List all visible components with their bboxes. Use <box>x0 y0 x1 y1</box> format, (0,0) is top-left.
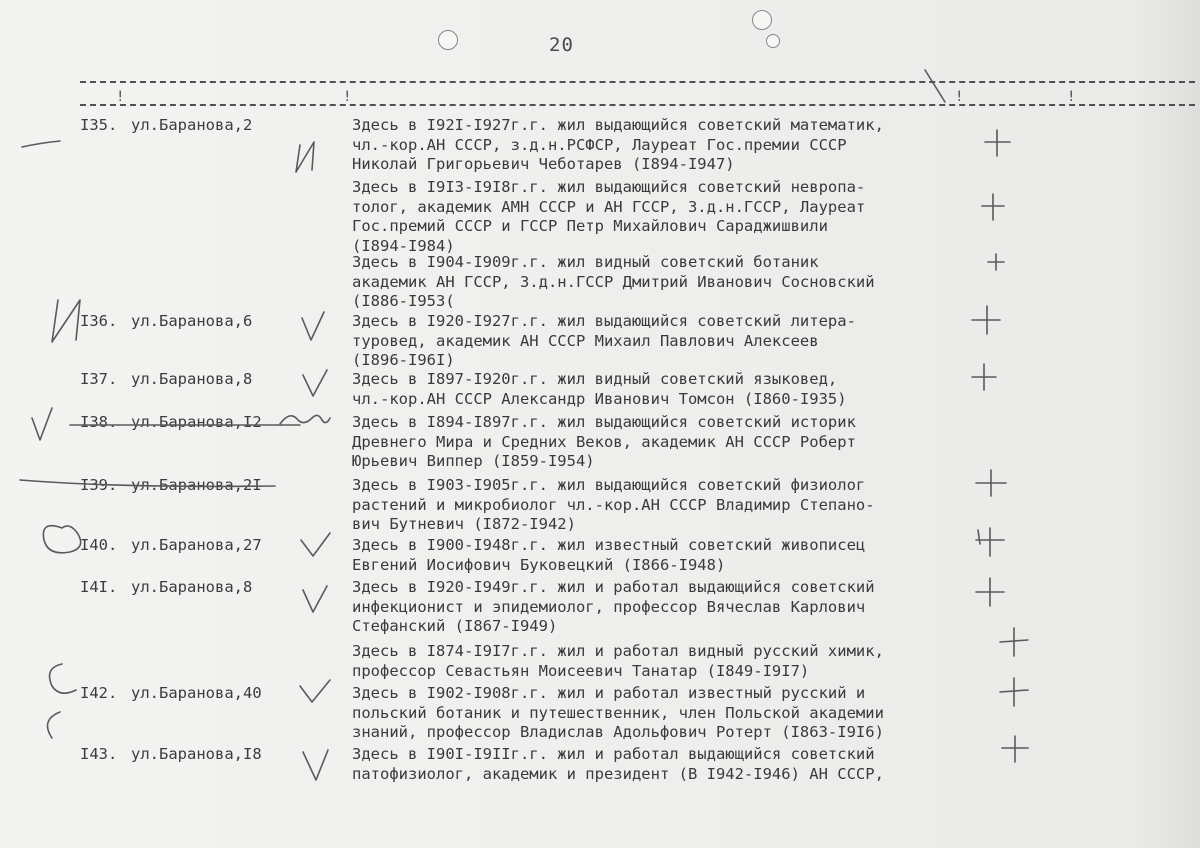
entry-number: I36. <box>80 312 118 330</box>
checkmark-icon <box>302 312 324 340</box>
plus-mark <box>976 578 1004 606</box>
checkmark-icon <box>303 750 328 780</box>
entry-text: Здесь в I902-I908г.г. жил и работал известный русский и польский ботаник и путешественник, член Польской академии знаний, профессор Владислав Адольфович Ротерт (I863-I9I6) <box>352 684 884 741</box>
dash-mark <box>22 141 60 147</box>
entry-text: Здесь в I897-I920г.г. жил видный советский языковед, чл.-кор.АН СССР Александр Иванович Томсон (I860-I935) <box>352 370 847 408</box>
plus-mark <box>985 130 1010 156</box>
entry-number: I35. <box>80 116 118 134</box>
scribble-mark <box>280 415 330 424</box>
plus-mark <box>1000 628 1028 656</box>
entry-text: Здесь в I9I3-I9I8г.г. жил выдающийся советский невропа- толог, академик АМН СССР и АН ГССР, З.д.н.ГССР, Лауреат Гос.премий СССР и ГССР Петр Михайлович Сараджишвили (I894-I984) <box>352 178 866 255</box>
plus-mark <box>1000 678 1028 706</box>
plus-mark <box>972 306 1000 334</box>
loop-mark <box>43 526 80 553</box>
entry-address: ул.Баранова,2 <box>131 116 253 134</box>
checkmark-icon <box>300 680 330 702</box>
entry-text: Здесь в I874-I9I7г.г. жил и работал видный русский химик, профессор Севастьян Моисеевич Танатар (I849-I9I7) <box>352 642 884 680</box>
loop-mark <box>48 712 61 738</box>
checkmark-icon <box>303 586 327 612</box>
page-number: 20 <box>549 34 574 56</box>
letter-mark <box>296 142 314 172</box>
entry-number: I43. <box>80 745 118 763</box>
checkmark-icon <box>32 408 52 440</box>
entry-text: Здесь в I90I-I9IIг.г. жил и работал выдающийся советский патофизиолог, академик и президент (В I942-I946) АН СССР, <box>352 745 884 783</box>
entry-number: I42. <box>80 684 118 702</box>
entry-number: I39. <box>80 476 118 494</box>
entry-number: I38. <box>80 413 118 431</box>
entry-text: Здесь в I903-I905г.г. жил выдающийся советский физиолог растений и микробиолог чл.-кор.АН СССР Владимир Степано- вич Бутневич (I872-I942) <box>352 476 875 533</box>
entry-address: ул.Баранова,I8 <box>131 745 262 763</box>
entry-address: ул.Баранова,8 <box>131 370 253 388</box>
entry-address: ул.Баранова,2I <box>131 476 262 494</box>
plus-mark <box>982 194 1004 220</box>
entry-text: Здесь в I920-I927г.г. жил выдающийся советский литера- туровед, академик АН СССР Михаил Павлович Алексеев (I896-I96I) <box>352 312 856 369</box>
checkmark-icon <box>301 533 330 556</box>
entry-text: Здесь в I920-I949г.г. жил и работал выдающийся советский инфекционист и эпидемиолог, профессор Вячеслав Карлович Стефанский (I867-I949) <box>352 578 875 635</box>
letter-mark <box>52 300 80 342</box>
entry-address: ул.Баранова,I2 <box>131 413 262 431</box>
entry-address: ул.Баранова,40 <box>131 684 262 702</box>
column-separator: ! <box>343 89 352 105</box>
checkmark-icon <box>303 370 327 396</box>
entry-text: Здесь в I894-I897г.г. жил выдающийся советский историк Древнего Мира и Средних Веков, академик АН СССР Роберт Юрьевич Виппер (I859-I954) <box>352 413 856 470</box>
entry-number: I40. <box>80 536 118 554</box>
plus-mark <box>976 470 1006 496</box>
entry-text: Здесь в I904-I909г.г. жил видный советский ботаник академик АН ГССР, З.д.н.ГССР Дмитрий Иванович Сосновский (I886-I953( <box>352 253 875 310</box>
entry-text: Здесь в I92I-I927г.г. жил выдающийся советский математик, чл.-кор.АН СССР, з.д.н.РСФСР, Лауреат Гос.премии СССР Николай Григорьевич Чеботарев (I894-I947) <box>352 116 884 173</box>
entry-address: ул.Баранова,27 <box>131 536 262 554</box>
column-separator: ! <box>955 89 964 105</box>
plus-mark <box>976 528 1004 556</box>
entry-address: ул.Баранова,8 <box>131 578 253 596</box>
loop-mark <box>50 664 76 693</box>
plus-mark <box>1002 736 1028 762</box>
cross-out-mark <box>925 70 945 102</box>
entry-number: I37. <box>80 370 118 388</box>
plus-mark <box>988 254 1004 270</box>
entry-address: ул.Баранова,6 <box>131 312 253 330</box>
entry-text: Здесь в I900-I948г.г. жил известный советский живописец Евгений Иосифович Буковецкий (I866-I948) <box>352 536 866 574</box>
entry-number: I4I. <box>80 578 118 596</box>
column-separator: ! <box>1067 89 1076 105</box>
plus-mark <box>972 364 996 390</box>
strike-through-mark <box>20 480 275 486</box>
column-separator: ! <box>116 89 125 105</box>
